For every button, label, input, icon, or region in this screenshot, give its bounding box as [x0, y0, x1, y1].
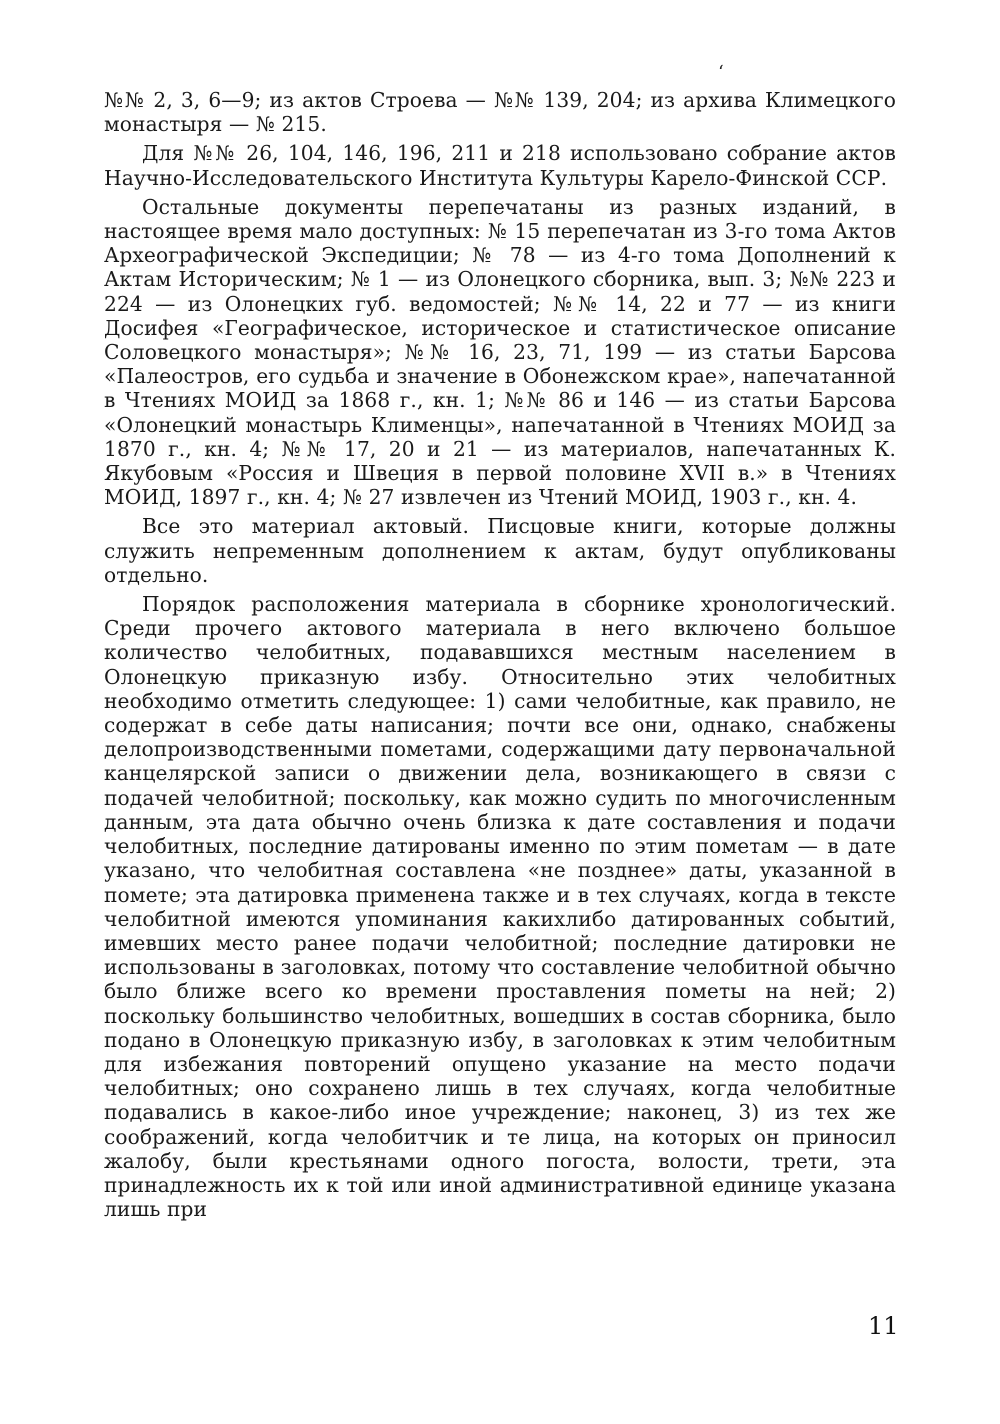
page-body: [104, 88, 896, 1221]
paragraph-reprinted-documents: Остальные документы перепечатаны из разных изданий, в настоящее время мало доступных: № 15 перепечатан из 3-го тома Актов Археографической Экспедиции; № 78 — из 4-го тома Дополнений к Актам Историческим; № 1 — из Олонецкого сборника, вып. 3; №№ 223 и 224 — из Олонецких губ. ведомостей; №№ 14, 22 и 77 — из книги Досифея «Географическое, историческое и статистическое описание Соловецкого монастыря»; №№ 16, 23, 71, 199 — из статьи Барсова «Палеостров, его судьба и значение в Обонежском крае», напечатанной в Чтениях МОИД за 1868 г., кн. 1; №№ 86 и 146 — из статьи Барсова «Олонецкий монастырь Клименцы», напечатанной в Чтениях МОИД за 1870 г., кн. 4; №№ 17, 20 и 21 — из материалов, напечатанных К. Якубовым «Россия и Швеция в первой половине XVII в.» в Чтениях МОИД, 1897 г., кн. 4; № 27 извлечен из Чтений МОИД, 1903 г., кн. 4.: [104, 194, 896, 510]
paragraph-sources-institute: Для №№ 26, 104, 146, 196, 211 и 218 использовано собрание актов Научно-Исследовательского Института Культуры Карело-Финской ССР.: [104, 141, 896, 190]
paragraph-chronological-order: Порядок расположения материала в сборнике хронологический. Среди прочего актового материала в него включено большое количество челобитных, подававшихся местным населением в Олонецкую приказную избу. Относительно этих челобитных необходимо отметить следующее: 1) сами челобитные, как правило, не содержат в себе даты написания; почти все они, однако, снабжены делопроизводственными пометами, содержащими дату первоначальной канцелярской записи о движении дела, возникающего в связи с подачей челобитной; поскольку, как можно судить по многочисленным данным, эта дата обычно очень близка к дате составления и подачи челобитных, последние датированы именно по этим пометам — в дате указано, что челобитная составлена «не позднее» даты, указанной в помете; эта датировка применена также и в тех случаях, когда в тексте челобитной имеются упоминания какихлибо датированных событий, имевших место ранее подачи челобитной; последние датировки не использованы в заголовках, потому что составление челобитной обычно было ближе всего ко времени проставления пометы на ней; 2) поскольку большинство челобитных, вошедших в состав сборника, было подано в Олонецкую приказную избу, в заголовках к этим челобитным для избежания повторений опущено указание на место подачи челобитных; оно сохранено лишь в тех случаях, когда челобитные подавались в какое-либо иное учреждение; наконец, 3) из тех же соображений, когда челобитчик и те лица, на которых он приносил жалобу, были крестьянами одного погоста, волости, трети, эта принадлежность их к той или иной административной единице указана лишь при: [104, 592, 896, 1222]
paragraph-continuation: №№ 2, 3, 6—9; из актов Строева — №№ 139, 204; из архива Климецкого монастыря — № 215.: [104, 88, 896, 137]
stray-mark: ‘: [718, 62, 724, 83]
paragraph-scribal-books: Все это материал актовый. Писцовые книги, которые должны служить непременным дополнением к актам, будут опубликованы отдельно.: [104, 514, 896, 587]
page-number: 11: [868, 1312, 899, 1340]
